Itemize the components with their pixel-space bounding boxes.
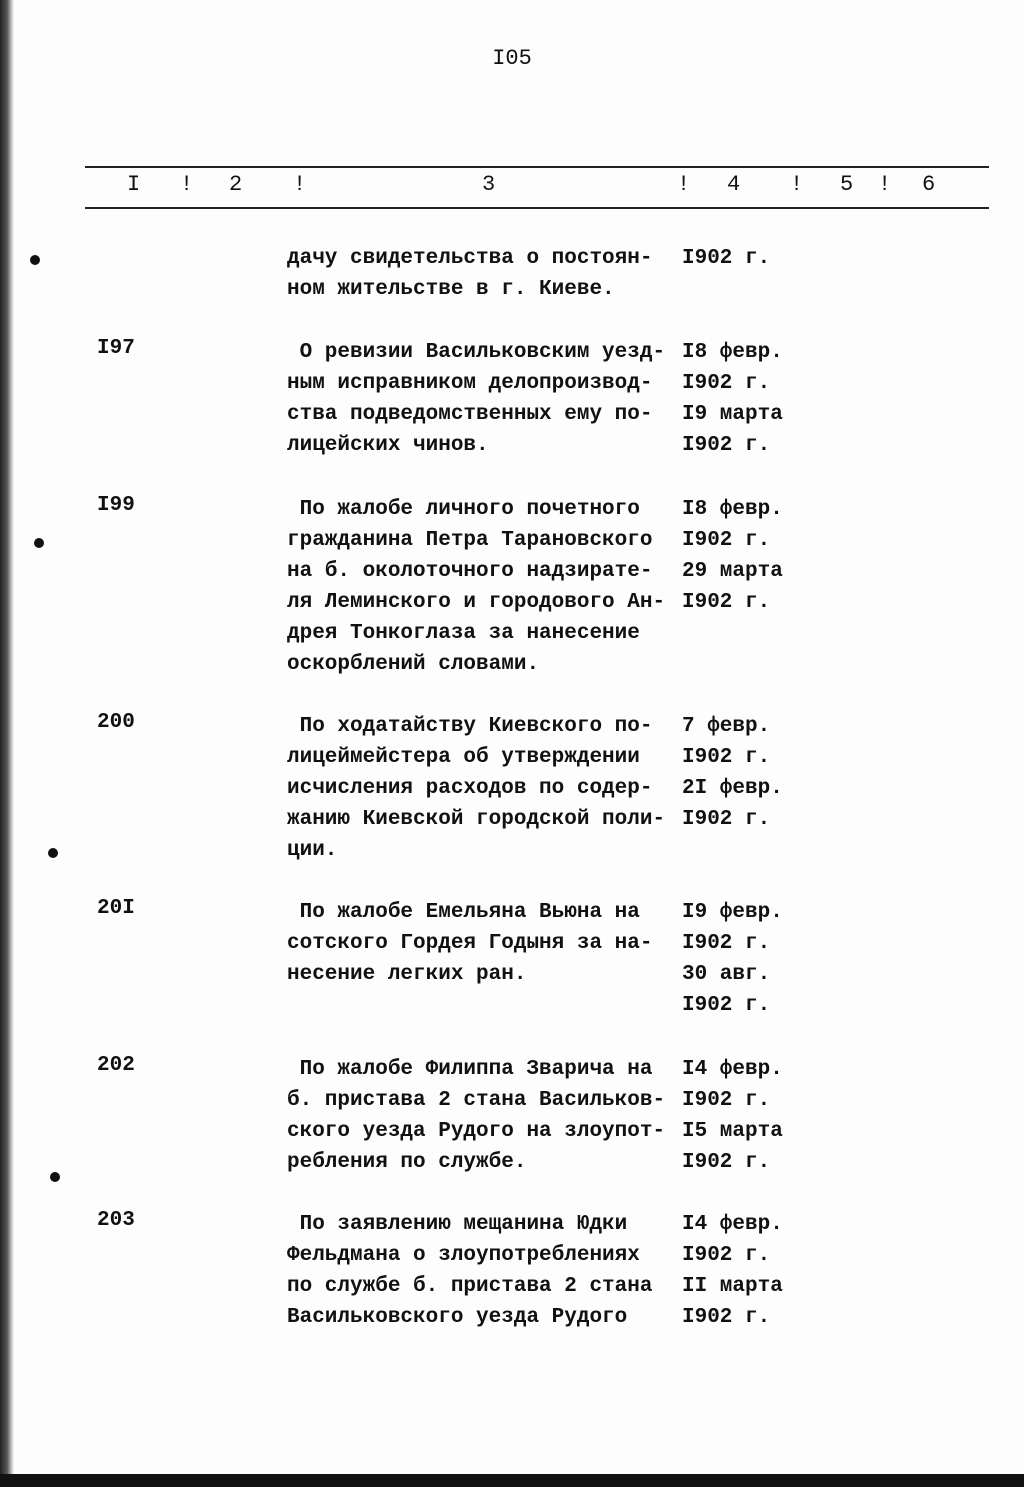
entry-number: 202 xyxy=(97,1054,135,1077)
entry-number: I99 xyxy=(97,494,135,517)
punch-hole xyxy=(34,538,44,548)
entry-dates xyxy=(682,711,783,835)
punch-hole xyxy=(50,1172,60,1182)
description-line: гражданина Петра Тарановского xyxy=(287,529,653,552)
description-line: жанию Киевской городской поли- xyxy=(287,808,666,831)
entry-description xyxy=(287,243,652,305)
column-header: 3 xyxy=(482,172,496,197)
column-separator: ! xyxy=(293,172,307,197)
date-line: I902 г. xyxy=(682,746,771,769)
description-line: ства подведомственных ему по- xyxy=(287,403,653,426)
date-line: I902 г. xyxy=(682,1306,771,1329)
scan-edge xyxy=(0,0,14,1487)
date-line: I4 февр. xyxy=(682,1058,783,1081)
description-line: По ходатайству Киевского по- xyxy=(287,715,653,738)
punch-hole xyxy=(48,848,58,858)
description-line: оскорблений словами. xyxy=(287,653,540,676)
description-line: на б. околоточного надзирате- xyxy=(287,560,653,583)
column-header: 5 xyxy=(840,172,854,197)
description-line: По жалобе личного почетного xyxy=(287,498,640,521)
description-line: по службе б. пристава 2 стана xyxy=(287,1275,653,1298)
scan-bottom-edge xyxy=(0,1474,1024,1487)
entry-dates xyxy=(682,1209,783,1333)
description-line: дачу свидетельства о постоян- xyxy=(287,247,653,270)
date-line: I902 г. xyxy=(682,372,771,395)
date-line: I902 г. xyxy=(682,591,771,614)
entry-description xyxy=(287,1209,652,1333)
description-line: По жалобе Филиппа Зварича на xyxy=(287,1058,653,1081)
description-line: ции. xyxy=(287,839,338,862)
entry-dates xyxy=(682,243,770,274)
header-rule-top xyxy=(85,166,989,168)
description-line: ского уезда Рудого на злоупот- xyxy=(287,1120,666,1143)
entry-description xyxy=(287,337,665,461)
entry-dates xyxy=(682,897,783,1021)
description-line: несение легких ран. xyxy=(287,963,527,986)
date-line: I902 г. xyxy=(682,1089,771,1112)
column-header: 4 xyxy=(727,172,741,197)
date-line: 2I февр. xyxy=(682,777,783,800)
description-line: исчисления расходов по содер- xyxy=(287,777,653,800)
date-line: I5 марта xyxy=(682,1120,783,1143)
entry-dates xyxy=(682,1054,783,1178)
date-line: I902 г. xyxy=(682,932,771,955)
date-line: 7 февр. xyxy=(682,715,771,738)
description-line: ребления по службе. xyxy=(287,1151,527,1174)
header-rule-bottom xyxy=(85,207,989,209)
description-line: Фельдмана о злоупотреблениях xyxy=(287,1244,640,1267)
description-line: дрея Тонкоглаза за нанесение xyxy=(287,622,640,645)
description-line: ном жительстве в г. Киеве. xyxy=(287,278,615,301)
description-line: По жалобе Емельяна Вьюна на xyxy=(287,901,640,924)
entry-description xyxy=(287,494,665,680)
description-line: О ревизии Васильковским уезд- xyxy=(287,341,666,364)
description-line: лицейских чинов. xyxy=(287,434,489,457)
description-line: ля Леминского и городового Ан- xyxy=(287,591,666,614)
column-separator: ! xyxy=(677,172,691,197)
entry-number: I97 xyxy=(97,337,135,360)
entry-number: 203 xyxy=(97,1209,135,1232)
description-line: По заявлению мещанина Юдки xyxy=(287,1213,628,1236)
column-separator: ! xyxy=(180,172,194,197)
entry-description xyxy=(287,897,652,990)
date-line: I4 февр. xyxy=(682,1213,783,1236)
entry-description xyxy=(287,711,665,866)
date-line: I902 г. xyxy=(682,529,771,552)
description-line: лицеймейстера об утверждении xyxy=(287,746,640,769)
entry-number: 200 xyxy=(97,711,135,734)
page-number: I05 xyxy=(492,46,532,71)
date-line: I9 марта xyxy=(682,403,783,426)
date-line: I902 г. xyxy=(682,434,771,457)
description-line: Васильковского уезда Рудого xyxy=(287,1306,628,1329)
date-line: II марта xyxy=(682,1275,783,1298)
description-line: ным исправником делопроизвод- xyxy=(287,372,653,395)
date-line: I902 г. xyxy=(682,247,771,270)
entry-number: 20I xyxy=(97,897,135,920)
description-line: б. пристава 2 стана Васильков- xyxy=(287,1089,666,1112)
column-header: 2 xyxy=(229,172,243,197)
column-header: I xyxy=(127,172,141,197)
description-line: сотского Гордея Годыня за на- xyxy=(287,932,653,955)
date-line: I902 г. xyxy=(682,1244,771,1267)
date-line: I8 февр. xyxy=(682,498,783,521)
column-separator: ! xyxy=(878,172,892,197)
date-line: I8 февр. xyxy=(682,341,783,364)
date-line: 30 авг. xyxy=(682,963,771,986)
column-separator: ! xyxy=(790,172,804,197)
entry-dates xyxy=(682,337,783,461)
date-line: I9 февр. xyxy=(682,901,783,924)
date-line: I902 г. xyxy=(682,994,771,1017)
entry-dates xyxy=(682,494,783,618)
entry-description xyxy=(287,1054,665,1178)
column-header: 6 xyxy=(922,172,936,197)
date-line: I902 г. xyxy=(682,1151,771,1174)
date-line: I902 г. xyxy=(682,808,771,831)
punch-hole xyxy=(30,255,40,265)
date-line: 29 марта xyxy=(682,560,783,583)
